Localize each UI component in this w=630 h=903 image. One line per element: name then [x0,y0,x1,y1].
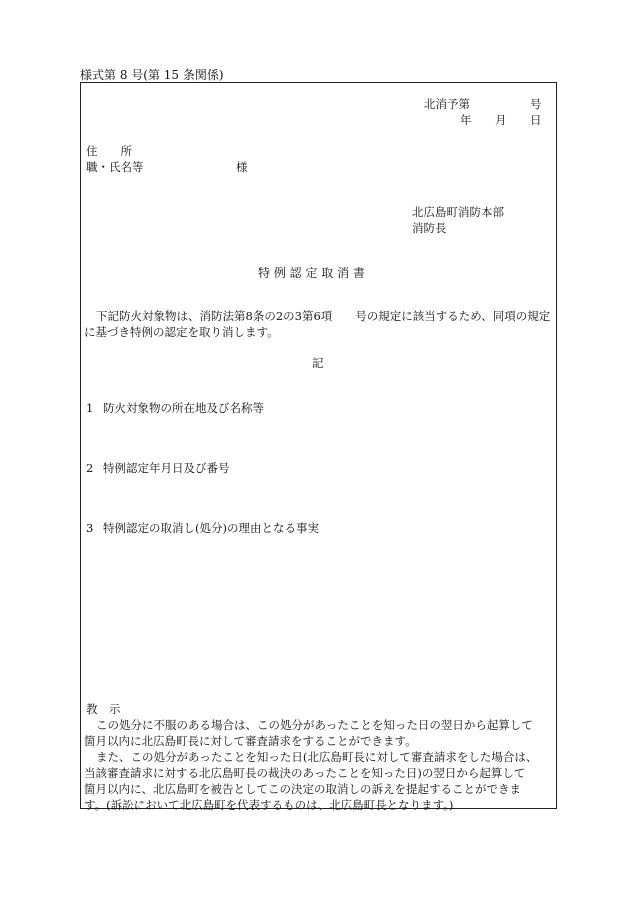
date-day-label: 日 [530,113,542,127]
ki-heading: 記 [312,356,324,370]
item-1-number: 1 [86,401,94,415]
notice-p1-line-2: 箇月以内に北広島町長に対して審査請求をすることができます。 [84,734,417,748]
item-3-number: 3 [86,521,94,535]
issuer-title: 消防長 [412,221,447,235]
date-year-label: 年 [460,113,472,127]
doc-number-suffix: 号 [530,97,542,111]
document-title: 特 例 認 定 取 消 書 [258,266,365,280]
honorific-sama: 様 [236,160,248,174]
notice-p2-line-4: す。(訴訟において北広島町を代表するものは、北広島町長となります。) [84,798,454,812]
item-3-label: 特例認定の取消し(処分)の理由となる事実 [103,521,319,535]
body-line-1: 下記防火対象物は、消防法第8条の2の3第6項 号の規定に該当するため、同項の規定 [96,309,551,323]
item-2-number: 2 [86,461,94,475]
issuer-organization: 北広島町消防本部 [412,205,504,219]
item-1-label: 防火対象物の所在地及び名称等 [103,401,264,415]
date-month-label: 月 [495,113,507,127]
form-number-label: 様式第 8 号(第 15 条関係) [80,68,224,82]
address-label: 住 所 [86,144,132,158]
notice-p1-line-1: この処分に不服のある場合は、この処分があったことを知った日の翌日から起算して [96,718,533,732]
notice-p2-line-3: 箇月以内に、北広島町を被告としてこの決定の取消しの訴えを提起することができま [84,782,521,796]
notice-p2-line-2: 当該審査請求に対する北広島町長の裁決のあったことを知った日)の翌日から起算して [84,766,526,780]
item-2-label: 特例認定年月日及び番号 [103,461,230,475]
body-line-2: に基づき特例の認定を取り消します。 [84,325,279,339]
document-frame [80,82,557,809]
notice-heading: 教 示 [86,702,121,716]
doc-number-prefix: 北消予第 [424,97,470,111]
notice-p2-line-1: また、この処分があったことを知った日(北広島町長に対して審査請求をした場合は、 [96,750,538,764]
name-label: 職・氏名等 [86,160,144,174]
